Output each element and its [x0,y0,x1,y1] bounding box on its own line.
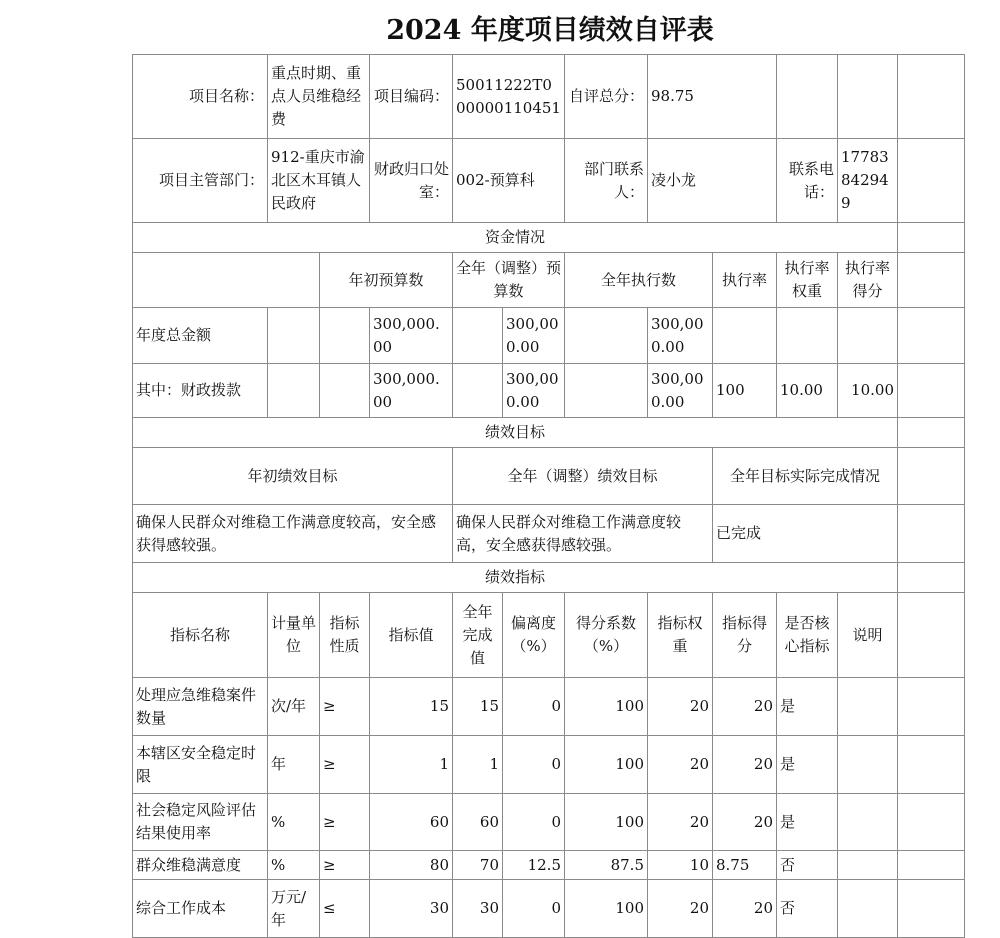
column-header [564,592,648,678]
cell-text: 20 [753,812,773,831]
empty-cell [564,307,648,364]
cell-text: 60 [429,812,449,831]
section-heading [132,222,898,253]
cell-text: 20 [689,812,709,831]
cell-text: 20 [753,755,773,773]
indicator-cell [502,677,565,736]
indicator-cell [712,850,777,880]
cell-text: 得分系数（%） [575,614,636,655]
cell-text: 综合工作成本 [136,899,227,917]
indicator-cell [647,793,713,851]
cell-text: 10.00 [780,381,823,399]
column-header [837,252,898,308]
actual-completion [712,504,898,563]
column-header [647,592,713,678]
indicator-cell [319,793,370,851]
cell-text: 年初预算数 [348,270,424,289]
cell-text: 1 [489,755,499,773]
cell-text: 100 [716,381,745,399]
cell-text: 100 [615,697,644,715]
row-label [132,307,268,364]
cell-text: 指标值 [388,625,434,644]
cell-text: ≥ [323,697,336,715]
cell-text: 联系电话： [788,159,834,201]
cell-text: 80 [429,855,449,874]
execution-rate [712,363,777,418]
indicator-cell [647,735,713,794]
cell-text: 财政归口处室： [373,159,449,201]
cell-text: ≥ [323,855,336,874]
indicator-cell [132,677,268,736]
empty-cell [267,363,320,418]
cell-text: 10 [689,855,709,874]
column-header [776,592,838,678]
cell-text: 30 [429,899,449,917]
indicator-cell [837,735,898,794]
indicator-cell [267,677,320,736]
cell-text: 17783842949 [841,148,889,212]
adjusted-budget [502,307,565,364]
project-name [267,54,370,139]
indicator-cell [564,793,648,851]
project-code [452,54,565,139]
empty-cell [897,138,965,223]
indicator-cell [712,879,777,938]
cell-text: 指标权重 [657,614,703,655]
cell-text: 否 [780,855,796,874]
indicator-cell [776,735,838,794]
indicator-cell [319,879,370,938]
adjusted-budget [502,363,565,418]
cell-text: 10.00 [851,381,894,399]
empty-cell [564,363,648,418]
page-title: 2024 年度项目绩效自评表 [386,15,714,46]
empty-cell [897,363,965,418]
cell-text: 0 [551,899,561,917]
indicator-cell [452,850,503,880]
cell-text: 指标性质 [329,614,360,655]
cell-text: ≤ [323,899,336,917]
cell-text: 凌小龙 [651,171,697,189]
empty-cell [319,363,370,418]
cell-text: 60 [479,812,499,831]
cell-text: % [271,855,286,874]
indicator-cell [837,793,898,851]
cell-text: 否 [780,899,796,917]
cell-text: 002-预算科 [456,171,535,189]
cell-text: 0 [551,755,561,773]
indicator-cell [837,677,898,736]
cell-text: 全年（调整）预算数 [456,259,562,300]
label [369,54,453,139]
cell-text: 0 [551,812,561,831]
cell-text: 15 [479,697,499,715]
finance-office [452,138,565,223]
column-header [132,592,268,678]
empty-cell [452,307,503,364]
cell-text: 执行率 [721,270,767,289]
cell-text: 年度总金额 [136,326,212,344]
cell-text: 12.5 [527,855,561,874]
cell-text: 年初绩效目标 [247,466,338,485]
cell-text: 绩效目标 [484,423,545,441]
empty-cell [897,252,965,308]
indicator-cell [712,793,777,851]
cell-text: 300,000.00 [373,314,440,356]
indicator-cell [712,735,777,794]
cell-text: 确保人民群众对维稳工作满意度较高，安全感获得感较强。 [136,512,437,554]
cell-text: 30 [479,899,499,917]
empty-cell [897,592,965,678]
indicator-cell [564,735,648,794]
cell-text: 20 [753,697,773,715]
empty-cell [837,54,898,139]
contact-person [647,138,777,223]
label [776,138,838,223]
cell-text: 执行率得分 [844,259,890,300]
empty-cell [132,252,320,308]
column-header [712,447,898,505]
cell-text: 300,000.00 [506,314,559,356]
cell-text: 70 [479,855,499,874]
cell-text: 全年（调整）绩效目标 [507,466,658,485]
empty-cell [776,54,838,139]
column-header [319,592,370,678]
cell-text: ≥ [323,755,336,773]
label [369,138,453,223]
cell-text: 资金情况 [484,228,545,246]
empty-cell [897,793,965,851]
column-header [267,592,320,678]
cell-text: 处理应急维稳案件数量 [136,685,257,727]
empty-cell [897,879,965,938]
indicator-cell [776,850,838,880]
indicator-cell [369,879,453,938]
cell-text: 15 [429,697,449,715]
indicator-cell [564,879,648,938]
cell-text: 是 [780,697,796,715]
indicator-cell [502,850,565,880]
label [564,54,648,139]
empty-cell [897,562,965,593]
empty-cell [897,504,965,563]
column-header [712,592,777,678]
cell-text: 300,000.00 [506,369,559,411]
indicator-cell [564,850,648,880]
cell-text: 8.75 [716,855,750,874]
indicator-cell [369,793,453,851]
empty-cell [452,363,503,418]
indicator-cell [452,735,503,794]
cell-text: 已完成 [716,524,762,542]
indicator-cell [776,879,838,938]
column-header [776,252,838,308]
cell-text: 50011222T000000110451 [456,75,561,117]
cell-text: ≥ [323,812,336,831]
adjusted-goal [452,504,713,563]
cell-text: 20 [689,899,709,917]
empty-cell [897,735,965,794]
empty-cell [897,54,965,139]
initial-budget [369,307,453,364]
indicator-cell [837,850,898,880]
indicator-cell [369,735,453,794]
cell-text: 指标名称 [169,625,230,644]
total-score [647,54,777,139]
cell-text: 是否核心指标 [784,614,830,655]
row-label [132,363,268,418]
label [132,138,268,223]
cell-text: 计量单位 [271,614,317,655]
cell-text: 20 [689,697,709,715]
cell-text: 本辖区安全稳定时限 [136,743,257,785]
indicator-cell [319,735,370,794]
executed-amount [647,363,713,418]
empty-cell [319,307,370,364]
indicator-cell [369,850,453,880]
cell-text: 是 [780,812,796,831]
cell-text: 群众维稳满意度 [136,855,242,874]
cell-text: 重点时期、重点人员维稳经费 [271,64,362,128]
cell-text: 项目名称： [188,87,264,105]
indicator-cell [132,850,268,880]
column-header [369,592,453,678]
indicator-cell [502,793,565,851]
indicator-cell [319,850,370,880]
cell-text: 300,000.00 [651,369,704,411]
indicator-cell [647,677,713,736]
cell-text: 确保人民群众对维稳工作满意度较高，安全感获得感较强。 [456,512,682,554]
empty-cell [897,307,965,364]
cell-text: 1 [439,755,449,773]
initial-budget [369,363,453,418]
column-header [564,252,713,308]
cell-text: 次/年 [271,697,307,715]
rate-weight [776,363,838,418]
cell-text: 20 [689,755,709,773]
cell-text: 0 [551,697,561,715]
indicator-cell [132,735,268,794]
cell-text: 指标得分 [721,614,767,655]
column-header [319,252,453,308]
cell-text: 部门联系人： [583,159,644,201]
cell-text: 全年完成值 [462,602,493,667]
indicator-cell [776,677,838,736]
phone-number [837,138,898,223]
column-header [452,592,503,678]
column-header [502,592,565,678]
cell-text: 说明 [852,625,883,644]
empty-cell [267,307,320,364]
column-header [712,252,777,308]
cell-text: 87.5 [610,855,644,874]
cell-text: 300,000.00 [651,314,704,356]
indicator-cell [837,879,898,938]
label [132,54,268,139]
indicator-cell [267,850,320,880]
section-heading [132,562,898,593]
cell-text: 其中：财政拨款 [136,381,242,399]
department [267,138,370,223]
empty-cell [897,222,965,253]
cell-text: 自评总分： [568,87,644,105]
cell-text: 绩效指标 [484,568,545,586]
indicator-cell [776,793,838,851]
cell-text: 100 [615,899,644,917]
indicator-cell [369,677,453,736]
cell-text: 是 [780,755,796,773]
empty-cell [897,417,965,448]
empty-cell [897,677,965,736]
executed-amount [647,307,713,364]
cell-text: 执行率权重 [784,259,830,300]
indicator-cell [647,850,713,880]
indicator-cell [267,735,320,794]
rate-weight [776,307,838,364]
cell-text: 万元/年 [271,887,307,929]
cell-text: 项目主管部门： [158,171,264,189]
indicator-cell [267,879,320,938]
column-header [132,447,453,505]
rate-score [837,363,898,418]
indicator-cell [132,793,268,851]
cell-text: % [271,812,286,831]
indicator-cell [452,677,503,736]
indicator-cell [564,677,648,736]
indicator-cell [452,793,503,851]
empty-cell [897,447,965,505]
indicator-cell [647,879,713,938]
indicator-cell [502,879,565,938]
label [564,138,648,223]
cell-text: 全年目标实际完成情况 [729,466,880,485]
cell-text: 社会稳定风险评估结果使用率 [136,801,257,842]
empty-cell [897,850,965,880]
column-header [452,252,565,308]
execution-rate [712,307,777,364]
column-header [837,592,898,678]
indicator-cell [452,879,503,938]
indicator-cell [267,793,320,851]
cell-text: 全年执行数 [600,270,676,289]
indicator-cell [712,677,777,736]
cell-text: 98.75 [651,87,694,105]
cell-text: 20 [753,899,773,917]
indicator-cell [502,735,565,794]
cell-text: 项目编码： [373,87,449,105]
column-header [452,447,713,505]
cell-text: 年 [271,755,287,773]
indicator-cell [132,879,268,938]
cell-text: 100 [615,812,644,831]
cell-text: 偏离度（%） [510,614,556,655]
rate-score [837,307,898,364]
cell-text: 912-重庆市渝北区木耳镇人民政府 [271,148,365,212]
cell-text: 100 [615,755,644,773]
section-heading [132,417,898,448]
cell-text: 300,000.00 [373,369,440,411]
indicator-cell [319,677,370,736]
initial-goal [132,504,453,563]
